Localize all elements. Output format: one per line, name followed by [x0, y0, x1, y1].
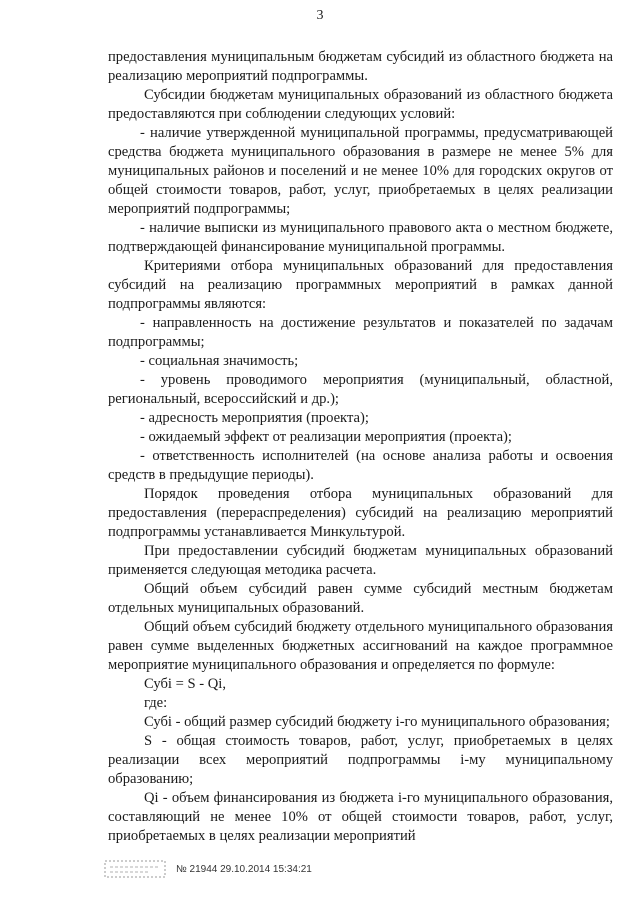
formula: Субі = S - Qi,: [144, 676, 226, 692]
criteria-item-direction: - направленность на достижение результатов и показателей по задачам подпрограммы;: [108, 315, 613, 350]
criteria-item-significance: - социальная значимость;: [140, 353, 299, 369]
criteria-item-effect: - ожидаемый эффект от реализации мероприятия (проекта);: [140, 429, 512, 445]
page-number: 3: [316, 8, 324, 23]
paragraph-subsidy-conditions: Субсидии бюджетам муниципальных образований из областного бюджета предоставляются при соблюдении следующих условий:: [108, 87, 613, 122]
formula-where: где:: [144, 695, 168, 711]
criteria-item-level: - уровень проводимого мероприятия (муниципальный, областной, региональный, всероссийский и др.);: [108, 372, 613, 407]
definition-qi: Qi - объем финансирования из бюджета i-го муниципального образования, составляющий не менее 10% от общей стоимости товаров, работ, услуг, приобретаемых в целях реализации мероприятий: [108, 790, 613, 844]
paragraph-selection-criteria: Критериями отбора муниципальных образований для предоставления субсидий на реализацию программных мероприятий в рамках данной подпрограммы являются:: [108, 258, 613, 312]
condition-item-program: - наличие утвержденной муниципальной программы, предусматривающей средства бюджета муниципального образования в размере не менее 5% для муниципальных районов и поселений и не менее 10% для городских округов от общей стоимости товаров, работ, услуг, приобретаемых в целях реализации мероприятий подпрограммы;: [108, 125, 613, 217]
definition-s: S - общая стоимость товаров, работ, услуг, приобретаемых в целях реализации всех мероприятий подпрограммы i-му муниципальному образованию;: [108, 733, 613, 787]
paragraph-methodology: При предоставлении субсидий бюджетам муниципальных образований применяется следующая методика расчета.: [108, 543, 613, 578]
paragraph-intro: предоставления муниципальным бюджетам субсидий из областного бюджета на реализацию мероприятий подпрограммы.: [108, 49, 613, 84]
document-registration-id: № 21944 29.10.2014 15:34:21: [176, 863, 312, 875]
document-footer: [104, 858, 312, 880]
definition-sub-i: Субі - общий размер субсидий бюджету i-го муниципального образования;: [144, 714, 610, 730]
paragraph-municipal-volume: Общий объем субсидий бюджету отдельного муниципального образования равен сумме выделенных бюджетных ассигнований на каждое программное мероприятие муниципального образования и определяется по формуле:: [108, 619, 613, 673]
criteria-item-targeting: - адресность мероприятия (проекта);: [140, 410, 369, 426]
criteria-item-responsibility: - ответственность исполнителей (на основе анализа работы и освоения средств в предыдущие периоды).: [108, 448, 613, 483]
document-body: [108, 48, 613, 846]
paragraph-total-volume: Общий объем субсидий равен сумме субсидий местным бюджетам отдельных муниципальных образований.: [108, 581, 613, 616]
registration-stamp-icon: [104, 858, 166, 880]
condition-item-budget-extract: - наличие выписки из муниципального правового акта о местном бюджете, подтверждающей финансирование муниципальной программы.: [108, 220, 613, 255]
paragraph-selection-procedure: Порядок проведения отбора муниципальных образований для предоставления (перераспределения) субсидий на реализацию мероприятий подпрограммы устанавливается Минкультурой.: [108, 486, 613, 540]
